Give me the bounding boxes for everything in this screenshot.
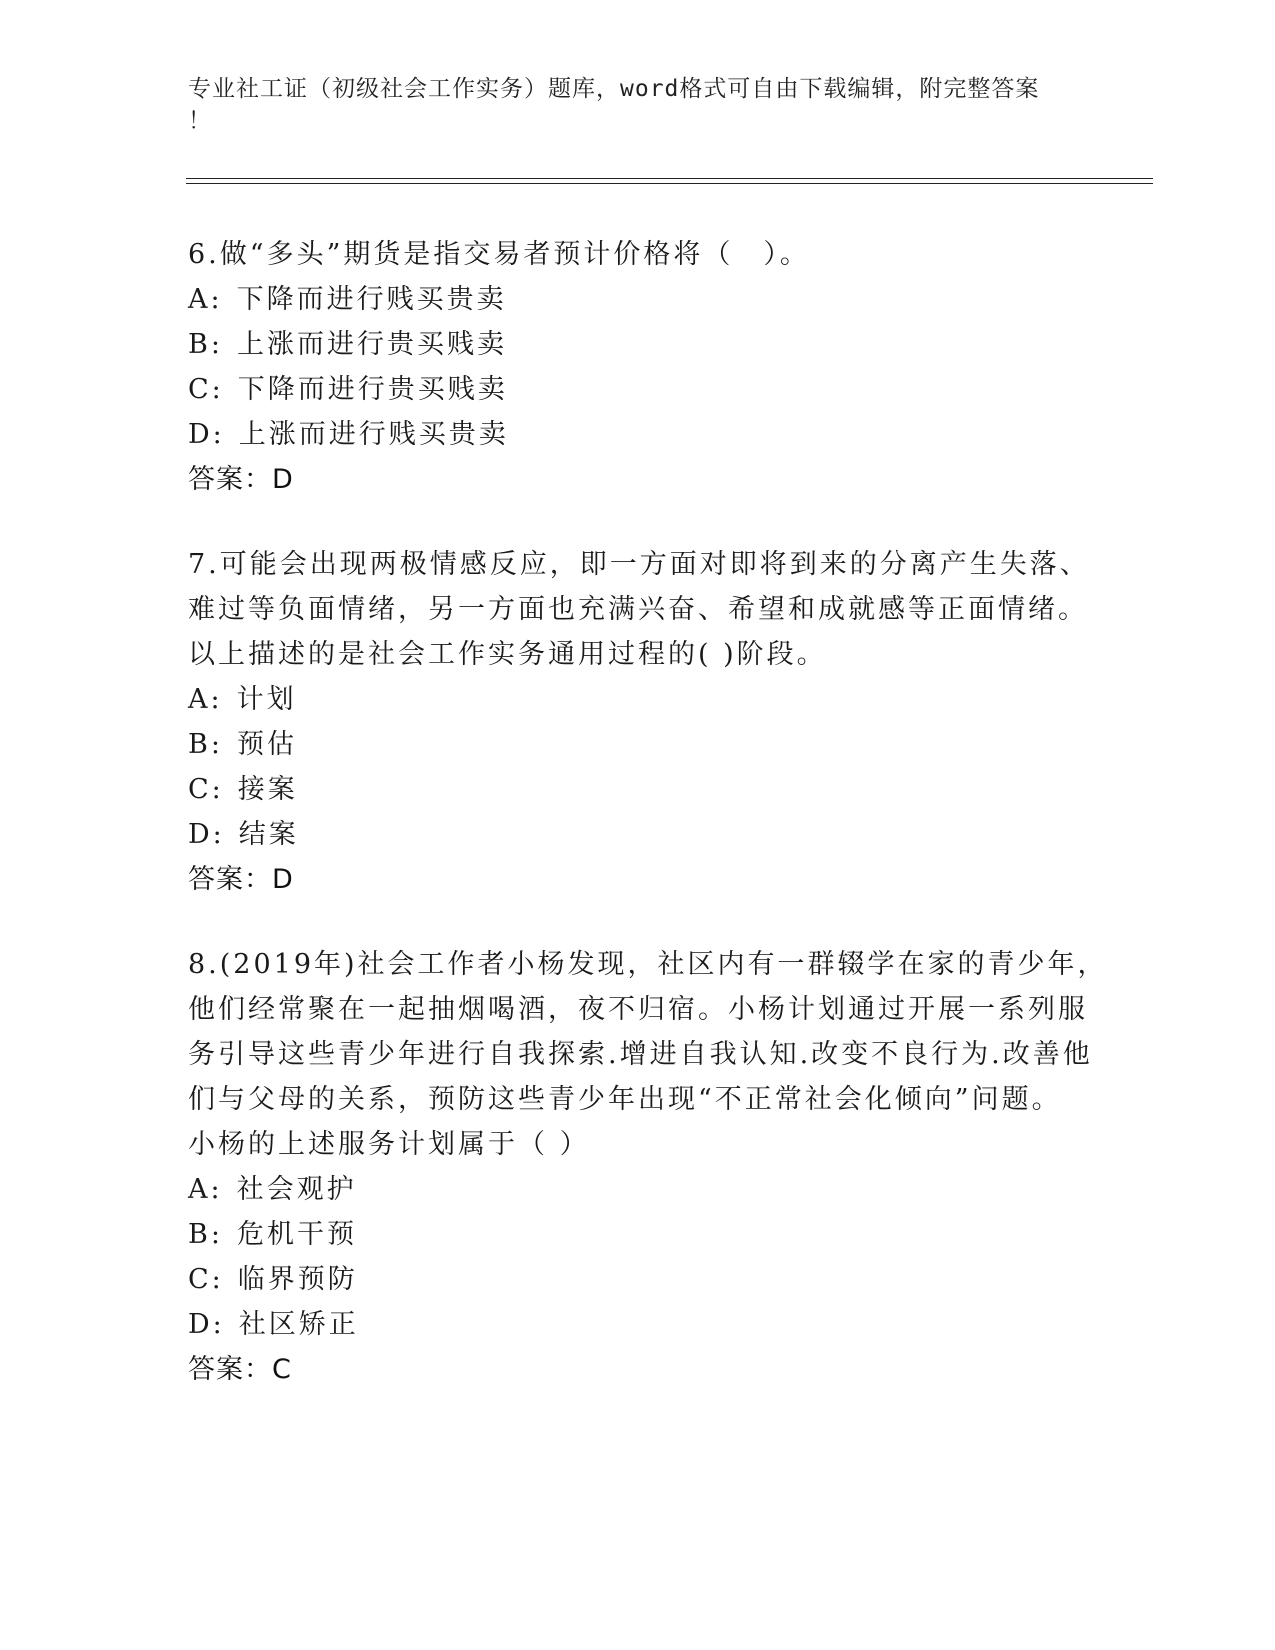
option-text: 下降而进行贱买贵卖	[236, 284, 507, 315]
header-line-1: 专业社工证（初级社会工作实务）题库，word格式可自由下载编辑，附完整答案	[188, 76, 1040, 102]
question-7	[188, 542, 1088, 902]
answer-line: 答案：D	[188, 464, 294, 495]
question-stem-line: 小杨的上述服务计划属于（ ）	[188, 1129, 590, 1160]
option-label: D:	[188, 1309, 225, 1340]
option-text: 社区矫正	[238, 1309, 359, 1340]
option-text: 计划	[236, 684, 297, 715]
option-text: 接案	[237, 774, 298, 805]
option-a	[188, 677, 1088, 722]
header-divider-bottom	[186, 183, 1153, 184]
option-c	[188, 1257, 1088, 1302]
option-label: C:	[188, 774, 224, 805]
question-stem-line: 务引导这些青少年进行自我探索.增进自我认知.改变不良行为.改善他	[188, 1039, 1093, 1070]
option-label: A:	[188, 684, 223, 715]
question-stem-line: 难过等负面情绪，另一方面也充满兴奋、希望和成就感等正面情绪。	[188, 594, 1088, 625]
document-header	[188, 73, 1078, 137]
header-divider-top	[186, 178, 1153, 179]
option-text: 社会观护	[236, 1174, 357, 1205]
option-label: B:	[188, 329, 223, 360]
question-list	[188, 232, 1108, 1432]
question-stem-line: 他们经常聚在一起抽烟喝酒，夜不归宿。小杨计划通过开展一系列服	[188, 994, 1088, 1025]
option-label: D:	[188, 819, 225, 850]
option-b	[188, 722, 1088, 767]
answer-line: 答案：D	[188, 864, 294, 895]
question-stem-line: 以上描述的是社会工作实务通用过程的( )阶段。	[188, 639, 827, 670]
question-8	[188, 942, 1108, 1392]
answer-line: 答案：C	[188, 1354, 292, 1385]
option-text: 下降而进行贵买贱卖	[237, 374, 508, 405]
option-label: B:	[188, 1219, 223, 1250]
option-label: A:	[188, 284, 223, 315]
option-label: B:	[188, 729, 223, 760]
option-text: 临界预防	[237, 1264, 358, 1295]
option-c	[188, 367, 1088, 412]
option-label: C:	[188, 374, 224, 405]
option-a	[188, 277, 1088, 322]
option-c	[188, 767, 1088, 812]
question-6	[188, 232, 1088, 502]
option-label: A:	[188, 1174, 223, 1205]
option-b	[188, 1212, 1088, 1257]
option-label: D:	[188, 419, 225, 450]
option-text: 上涨而进行贱买贵卖	[238, 419, 509, 450]
option-text: 危机干预	[236, 1219, 357, 1250]
question-stem-line: 7.可能会出现两极情感反应，即一方面对即将到来的分离产生失落、	[188, 549, 1090, 580]
option-d	[188, 812, 1088, 857]
option-b	[188, 322, 1088, 367]
option-text: 预估	[236, 729, 297, 760]
question-stem-line: 6.做“多头”期货是指交易者预计价格将（ ）。	[188, 239, 810, 270]
option-text: 上涨而进行贵买贱卖	[236, 329, 507, 360]
option-label: C:	[188, 1264, 224, 1295]
option-text: 结案	[238, 819, 299, 850]
header-line-2: ！	[188, 108, 212, 134]
option-d	[188, 412, 1088, 457]
option-a	[188, 1167, 1088, 1212]
question-stem-line: 们与父母的关系，预防这些青少年出现“不正常社会化倾向”问题。	[188, 1084, 1062, 1115]
question-stem-line: 8.(2019年)社会工作者小杨发现，社区内有一群辍学在家的青少年，	[188, 949, 1108, 980]
option-d	[188, 1302, 1088, 1347]
